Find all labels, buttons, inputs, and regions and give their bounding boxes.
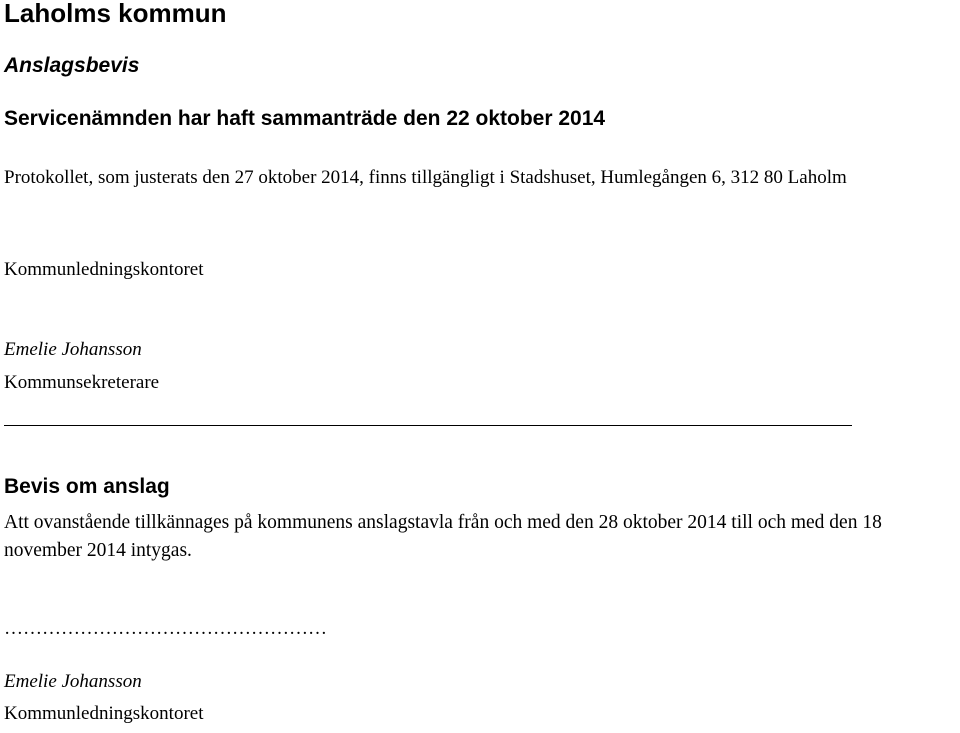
protocol-paragraph: Protokollet, som justerats den 27 oktober 2014, finns tillgängligt i Stadshuset, Humlegången 6, 312 80 Laholm [4,167,847,188]
signature-office: Kommunledningskontoret [4,703,204,724]
document-type-heading: Anslagsbevis [4,54,140,77]
signatory-name: Emelie Johansson [4,339,142,360]
signatory-title: Kommunsekreterare [4,372,160,393]
meeting-heading: Servicenämnden har haft sammanträde den 22 oktober 2014 [4,107,606,130]
organization-title: Laholms kommun [4,0,227,28]
section-divider [4,425,852,426]
signature-name: Emelie Johansson [4,671,142,692]
proof-heading: Bevis om anslag [4,475,170,498]
proof-paragraph: Att ovanstående tillkännages på kommunens anslagstavla från och med den 28 oktober 2014 till och med den 18 november 2014 intygas. [4,512,882,561]
signature-line: …………………………………………… [4,618,327,639]
office-name: Kommunledningskontoret [4,259,204,280]
